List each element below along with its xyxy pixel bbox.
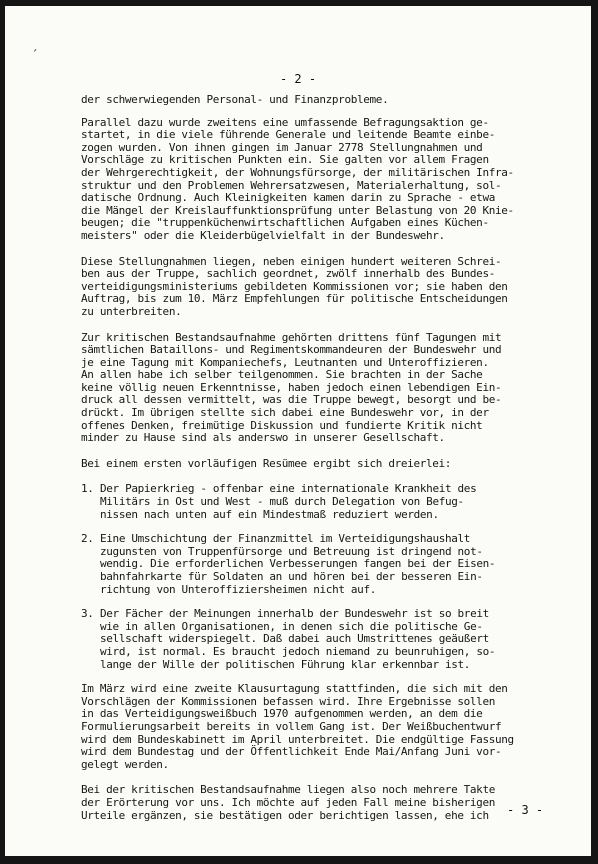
- next-page-marker: - 3 -: [507, 803, 544, 817]
- paragraph: Im März wird eine zweite Klausurtagung stattfinden, die sich mit den Vorschlägen der Kommissionen befassen wird. Ihre Ergebnisse sollen in das Verteidigungsweißbuch 1970 aufgenommen werden, an dem die Formulierungsarbeit bereits in vollem Gang ist. Der Weißbuchentwurf wird dem Bundeskabinett im April unterbreitet. Die endgültige Fassung wird dem Bundestag und der Öffentlichkeit Ende Mai/Anfang Juni vor- gelegt werden.: [81, 682, 514, 771]
- paragraph: Bei der kritischen Bestandsaufnahme liegen also noch mehrere Takte der Erörterung vor uns. Ich möchte auf jeden Fall meine bisherigen Urteile ergänzen, sie bestätigen oder berichtigen lassen, ehe ich: [81, 783, 495, 822]
- list-number: 3.: [81, 607, 94, 621]
- list-item-text: Eine Umschichtung der Finanzmittel im Verteidigungshaushalt zugunsten von Truppenfürsorge und Betreuung ist dringend not- wendig. Die erforderlichen Verbesserungen fangen bei der Eisen- bahnfahrkarte für Soldaten an und hören bei der besseren Ein- richtung von Unteroffiziersheimen nicht auf.: [100, 532, 496, 596]
- document-page: [5, 6, 591, 856]
- paragraph: Zur kritischen Bestandsaufnahme gehörten drittens fünf Tagungen mit sämtlichen Bataillons- und Regimentskommandeuren der Bundeswehr und je eine Tagung mit Kompaniechefs, Leutnanten und Unteroffizieren. An allen habe ich selber teilgenommen. Sie brachten in der Sache keine völlig neuen Erkenntnisse, haben jedoch einen lebendigen Ein- druck all dessen vermittelt, was die Truppe bewegt, besorgt und be- drückt. Im übrigen stellte sich dabei eine Bundeswehr vor, in der offenes Denken, freimütige Diskussion und fundierte Kritik nicht minder zu Hause sind als anderswo in unserer Gesellschaft.: [81, 330, 502, 445]
- list-item: [81, 483, 551, 521]
- list-item-text: Der Fächer der Meinungen innerhalb der Bundeswehr ist so breit wie in allen Organisationen, in denen sich die politische Ge- sellschaft widerspiegelt. Daß dabei auch Umstrittenes geäußert wird, ist normal. Es braucht jedoch niemand zu beunruhigen, so- lange der Wille der politischen Führung klar erkennbar ist.: [100, 607, 496, 671]
- page-number: - 2 -: [279, 72, 317, 86]
- paragraph: Parallel dazu wurde zweitens eine umfassende Befragungsaktion ge- startet, in die viele führende Generale und leitende Beamte einbe- zogen wurden. Von ihnen gingen im Januar 2778 Stellungnahmen und Vorschläge zu kritischen Punkten ein. Sie galten vor allem Fragen der Wehrgerechtigkeit, der Wohnungsfürsorge, der militärischen Infra- struktur und den Problemen Wehrersatzwesen, Materialerhaltung, sol- datische Ordnung. Auch Kleinigkeiten kamen darin zu Sprache - etwa die Mängel der Kreislauffunktionsprüfung unter Belastung von 20 Knie- beugen; die "truppenküchenwirtschaftlichen Aufgaben eines Küchen- meisters" oder die Kleiderbügelvielfalt in der Bundeswehr.: [81, 115, 514, 242]
- list-number: 2.: [81, 532, 94, 546]
- list-number: 1.: [81, 482, 94, 496]
- body-text: [81, 94, 551, 835]
- paragraph: Diese Stellungnahmen liegen, neben einigen hundert weiteren Schrei- ben aus der Truppe, sachlich geordnet, zwölf innerhalb des Bundes- verteidigungsministeriums gebildeten Kommissionen vor; sie haben den Auftrag, bis zum 10. März Empfehlungen für politische Entscheidungen zu unterbreiten.: [81, 254, 508, 318]
- paragraph-continuation: der schwerwiegenden Personal- und Finanzprobleme.: [81, 93, 389, 106]
- list-item: [81, 533, 551, 596]
- paragraph: Bei einem ersten vorläufigen Resümee ergibt sich dreierlei:: [81, 456, 452, 470]
- list-item: [81, 608, 551, 671]
- corner-mark: ´: [31, 48, 39, 62]
- list-item-text: Der Papierkrieg - offenbar eine internationale Krankheit des Militärs in Ost und West - muß durch Delegation von Befug- nissen nach unten auf ein Mindestmaß reduziert werden.: [100, 482, 477, 521]
- numbered-list: [81, 483, 551, 671]
